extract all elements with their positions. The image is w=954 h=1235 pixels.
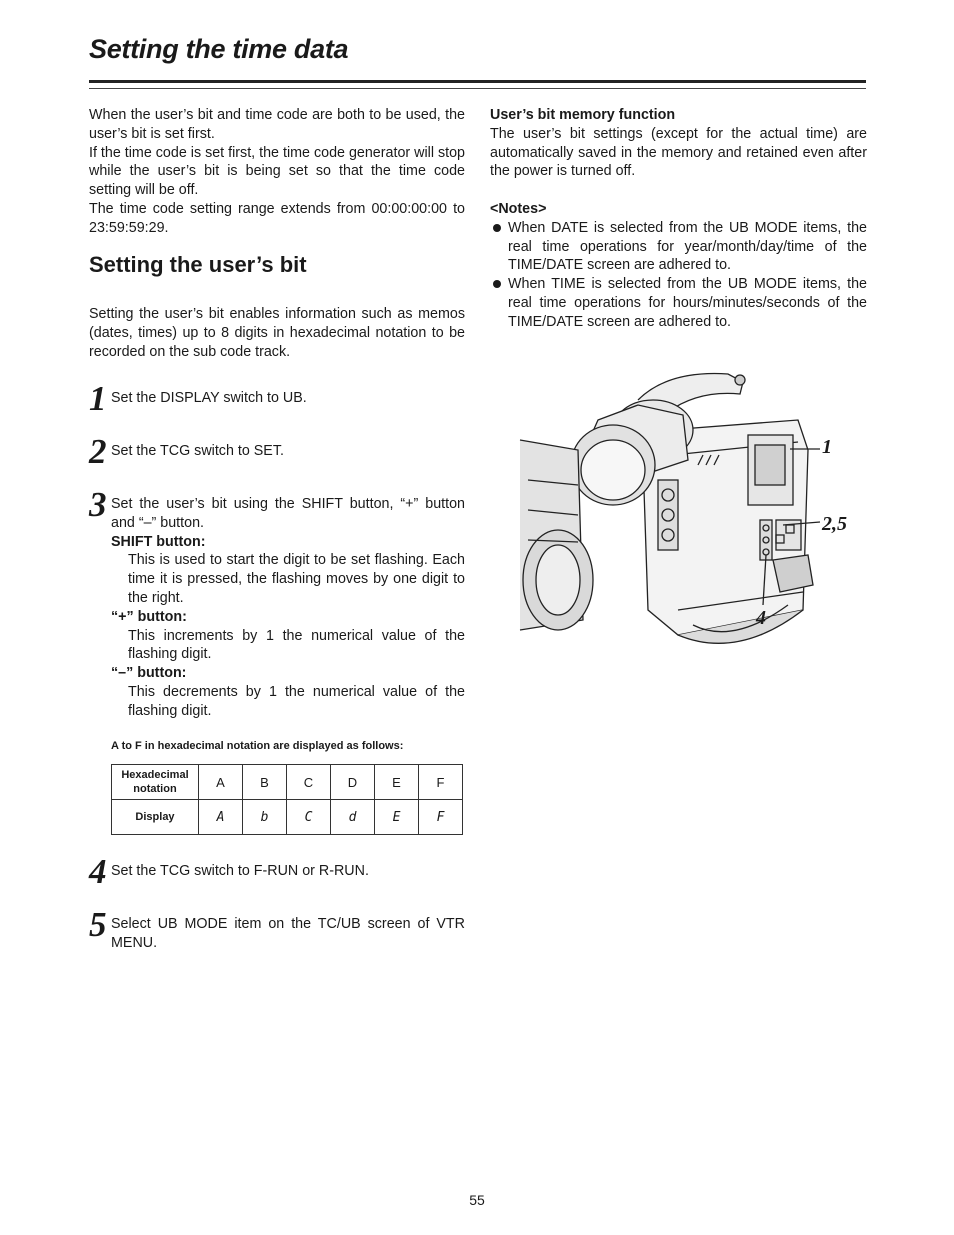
step-text: Set the TCG switch to F-RUN or R-RUN. <box>111 863 369 879</box>
step-number: 5 <box>89 905 107 944</box>
title-rule-thick <box>89 80 866 83</box>
table-row <box>112 800 463 835</box>
intro-paragraph-1: When the user’s bit and time code are both to be used, the user’s bit is set first. <box>89 107 465 142</box>
step-1 <box>89 379 465 418</box>
note-item <box>490 219 867 275</box>
minus-button-label: “–” button: <box>111 665 187 682</box>
hex-letter-f: F <box>419 765 463 800</box>
table-caption: A to F in hexadecimal notation are displayed as follows: <box>111 740 404 752</box>
step-number: 3 <box>89 485 107 524</box>
step-content <box>111 487 465 721</box>
row-header-hex: Hexadecimal notation <box>112 765 199 800</box>
page-title: Setting the time data <box>89 34 349 64</box>
row-header-display: Display <box>112 800 199 835</box>
plus-button-desc: This increments by 1 the numerical value of the flashing digit. <box>128 627 465 663</box>
plus-button-label: “+” button: <box>111 608 187 625</box>
step-text: Select UB MODE item on the TC/UB screen of VTR MENU. <box>111 916 465 951</box>
section-block <box>89 252 465 277</box>
display-glyph-c: C <box>287 800 331 835</box>
hex-letter-c: C <box>287 765 331 800</box>
shift-button-label: SHIFT button: <box>111 533 206 550</box>
section-heading: Setting the user’s bit <box>89 252 307 277</box>
intro-block <box>89 106 465 238</box>
step-number: 1 <box>89 379 107 418</box>
callout-step-2-5: 2,5 <box>822 513 847 535</box>
bullet-icon <box>493 280 501 288</box>
hex-letter-d: D <box>331 765 375 800</box>
table-row <box>112 765 463 800</box>
step-4 <box>89 852 465 891</box>
note-text: When DATE is selected from the UB MODE items, the real time operations for year/month/day/time of the TIME/DATE screen are adhered to. <box>508 219 867 274</box>
note-text: When TIME is selected from the UB MODE items, the real time operations for hours/minutes/seconds of the TIME/DATE screen are adhered to. <box>508 276 867 330</box>
step-number: 2 <box>89 432 107 471</box>
shift-button-desc: This is used to start the digit to be set flashing. Each time it is pressed, the flashing moves by one digit to the right. <box>128 552 465 606</box>
memory-block <box>490 106 867 181</box>
hex-letter-b: B <box>243 765 287 800</box>
step-number: 4 <box>89 852 107 891</box>
memory-text: The user’s bit settings (except for the actual time) are automatically saved in the memory and retained even after the power is turned off. <box>490 125 867 180</box>
step-text: Set the DISPLAY switch to UB. <box>111 390 307 406</box>
hex-display-table <box>111 764 463 835</box>
step-text: Set the TCG switch to SET. <box>111 443 284 459</box>
intro-paragraph-3: The time code setting range extends from 00:00:00:00 to 23:59:59:29. <box>89 200 465 236</box>
notes-block <box>490 200 867 332</box>
display-glyph-d: d <box>331 800 375 835</box>
step-3 <box>89 487 465 721</box>
camera-illustration <box>518 360 858 670</box>
display-glyph-a: A <box>199 800 243 835</box>
bullet-icon <box>493 224 501 232</box>
title-rule-thin <box>89 88 866 89</box>
section-desc-block <box>89 305 465 361</box>
hex-letter-e: E <box>375 765 419 800</box>
step-2 <box>89 432 465 471</box>
memory-heading: User’s bit memory function <box>490 107 676 123</box>
hex-letter-a: A <box>199 765 243 800</box>
callout-step-4: 4 <box>756 607 766 629</box>
notes-heading: <Notes> <box>490 201 547 217</box>
intro-paragraph-2: If the time code is set first, the time code generator will stop while the user’s bit is being set so that the time code setting will be off. <box>89 144 465 199</box>
note-item <box>490 275 867 331</box>
step-5 <box>89 907 465 953</box>
display-glyph-b: b <box>243 800 287 835</box>
display-glyph-f: F <box>419 800 463 835</box>
step-text: Set the user’s bit using the SHIFT button, “+” button and “–” button. <box>111 496 465 531</box>
display-glyph-e: E <box>375 800 419 835</box>
callout-step-1: 1 <box>822 436 832 458</box>
minus-button-desc: This decrements by 1 the numerical value of the flashing digit. <box>128 683 465 719</box>
page-number: 55 <box>469 1192 485 1208</box>
section-description: Setting the user’s bit enables information such as memos (dates, times) up to 8 digits in hexadecimal notation to be recorded on the sub code track. <box>89 306 465 360</box>
